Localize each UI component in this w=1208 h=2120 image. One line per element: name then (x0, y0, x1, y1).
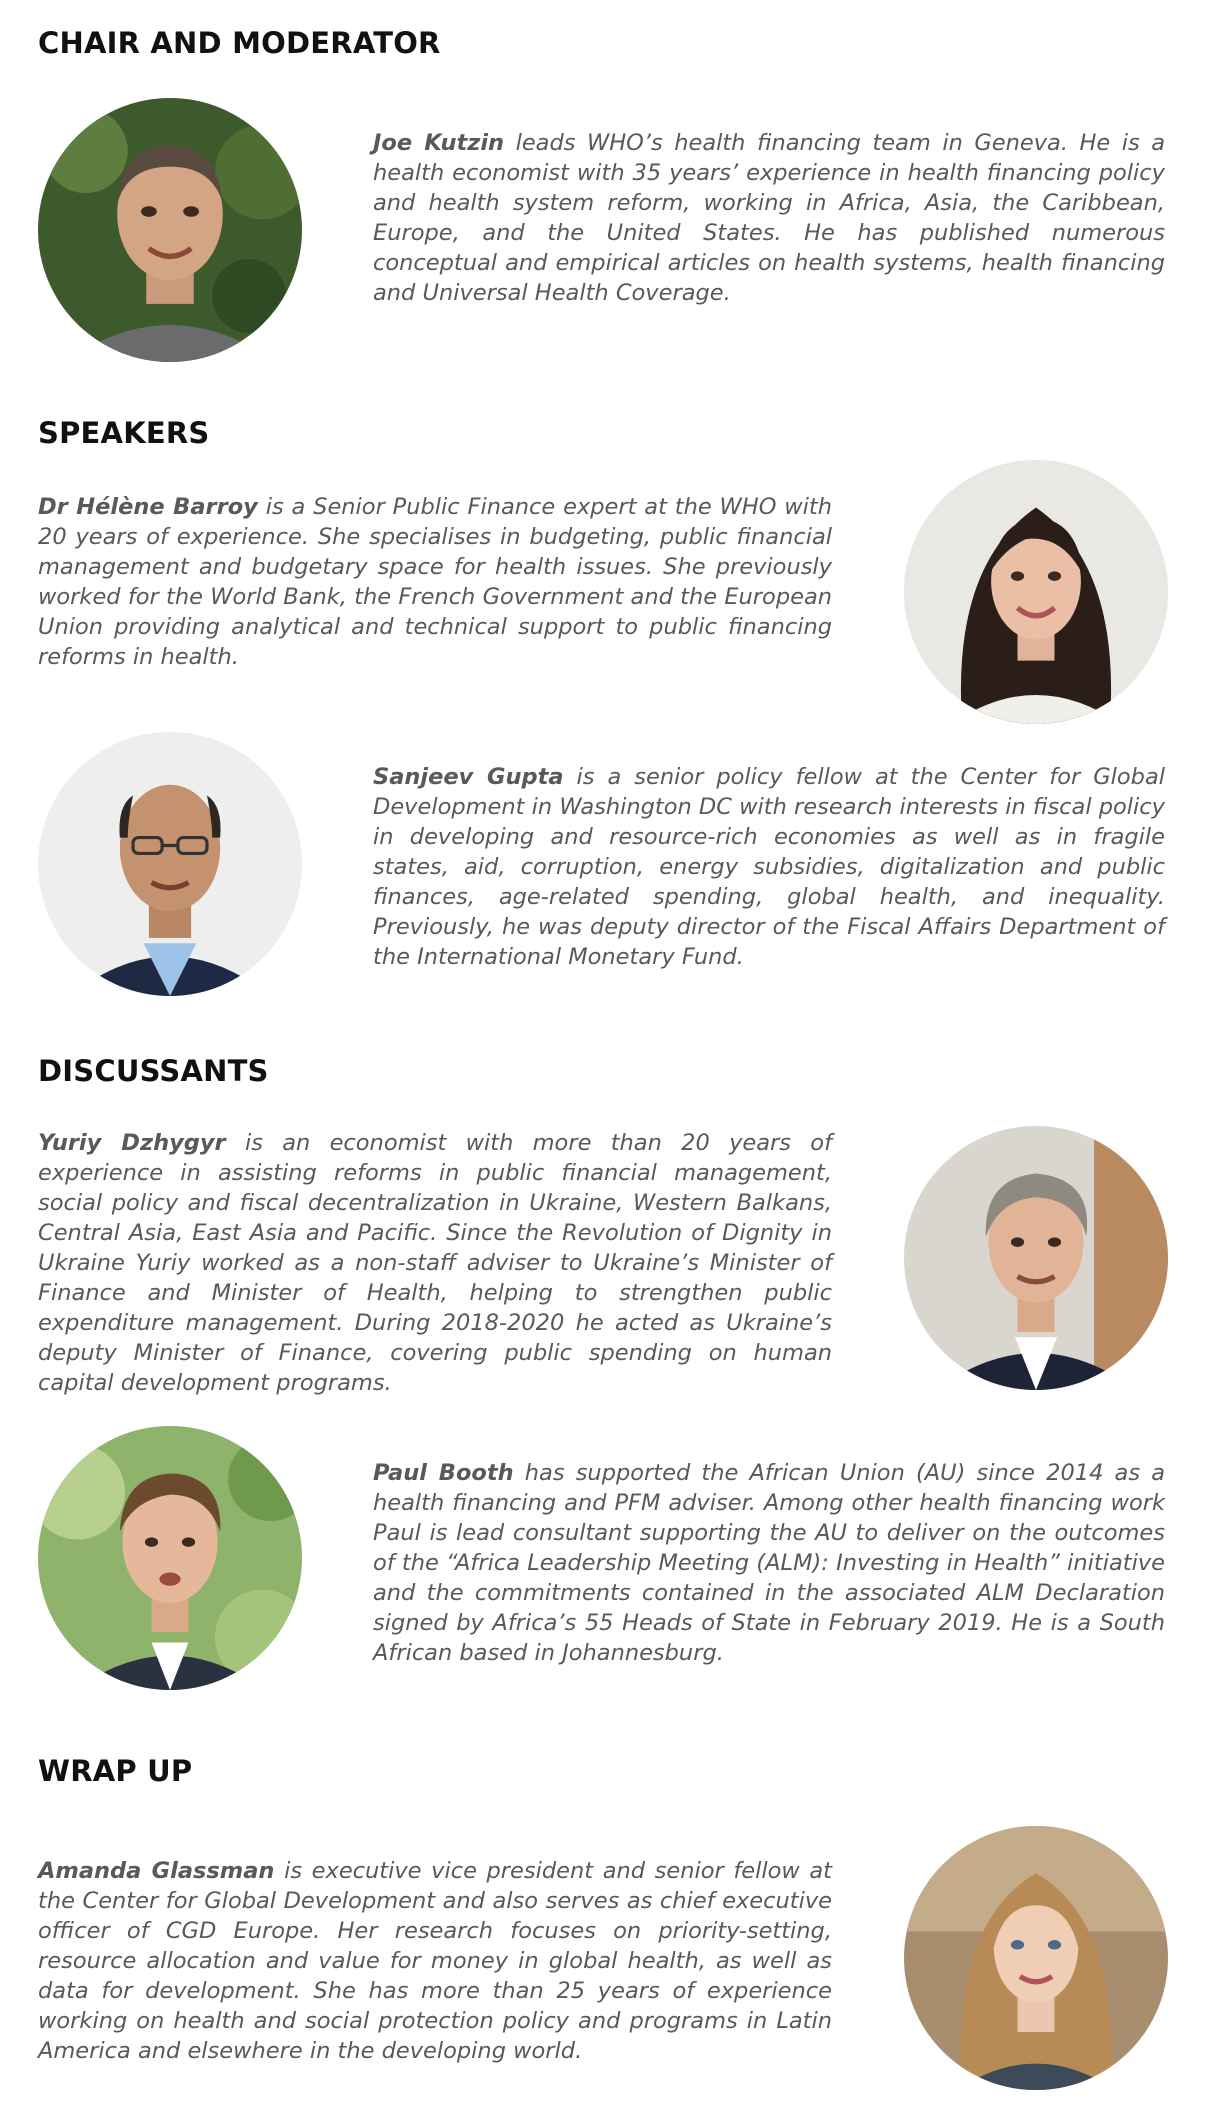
bio-text: is a Senior Public Finance expert at the WHO with 20 years of experience. She specialises in budgeting, public financial management and budgetary space for health issues. She previously worked for the World Bank, the French Government and the European Union providing analytical and technical support to public financing reforms in health. (38, 494, 832, 670)
bio-text: is an economist with more than 20 years of experience in assisting reforms in public financial management, social policy and fiscal decentralization in Ukraine, Western Balkans, Central Asia, East Asia and Pacific. Since the Revolution of Dignity in Ukraine Yuriy worked as a non-staff adviser to Ukraine’s Minister of Finance and Minister of Health, helping to strengthen public expenditure management. During 2018-2020 he acted as Ukraine’s deputy Minister of Finance, covering public spending on human capital development programs. (38, 1130, 832, 1396)
bio-sanjeev-gupta (373, 762, 1165, 972)
portrait-amanda-glassman (904, 1826, 1168, 2090)
person-name: Paul Booth (373, 1460, 514, 1486)
bio-helene-barroy (38, 492, 832, 672)
bio-paul-booth (373, 1458, 1165, 1668)
section-heading-discussants: DISCUSSANTS (38, 1054, 269, 1088)
bio-joe-kutzin (373, 128, 1165, 308)
person-name: Sanjeev Gupta (373, 764, 564, 790)
person-name: Amanda Glassman (38, 1858, 275, 1884)
bio-text: is a senior policy fellow at the Center for Global Development in Washington DC with research interests in fiscal policy in developing and resource-rich economies as well as in fragile states, aid, corruption, energy subsidies, digitalization and public finances, age-related spending, global health, and inequality. Previously, he was deputy director of the Fiscal Affairs Department of the International Monetary Fund. (373, 764, 1165, 970)
person-name: Joe Kutzin (373, 130, 505, 156)
portrait-yuriy-dzhygyr (904, 1126, 1168, 1390)
portrait-sanjeev-gupta (38, 732, 302, 996)
section-heading-chair: CHAIR AND MODERATOR (38, 26, 441, 60)
bio-yuriy-dzhygyr (38, 1128, 832, 1398)
bio-text: is executive vice president and senior fellow at the Center for Global Development and also serves as chief executive officer of CGD Europe. Her research focuses on priority-setting, resource allocation and value for money in global health, as well as data for development. She has more than 25 years of experience working on health and social protection policy and programs in Latin America and elsewhere in the developing world. (38, 1858, 833, 2064)
bio-amanda-glassman (38, 1856, 832, 2066)
section-heading-speakers: SPEAKERS (38, 416, 210, 450)
portrait-helene-barroy (904, 460, 1168, 724)
portrait-joe-kutzin (38, 98, 302, 362)
portrait-paul-booth (38, 1426, 302, 1690)
bio-text: has supported the African Union (AU) since 2014 as a health financing and PFM adviser. Among other health financing work Paul is lead consultant supporting the AU to deliver on the outcomes of the “Africa Leadership Meeting (ALM): Investing in Health” initiative and the commitments contained in the associated ALM Declaration signed by Africa’s 55 Heads of State in February 2019. He is a South African based in Johannesburg. (373, 1460, 1166, 1666)
bio-text: leads WHO’s health financing team in Geneva. He is a health economist with 35 years’ experience in health financing policy and health system reform, working in Africa, Asia, the Caribbean, Europe, and the United States. He has published numerous conceptual and empirical articles on health systems, health financing and Universal Health Coverage. (373, 130, 1165, 306)
section-heading-wrap-up: WRAP UP (38, 1754, 193, 1788)
person-name: Dr Hélène Barroy (38, 494, 258, 520)
person-name: Yuriy Dzhygyr (38, 1130, 226, 1156)
